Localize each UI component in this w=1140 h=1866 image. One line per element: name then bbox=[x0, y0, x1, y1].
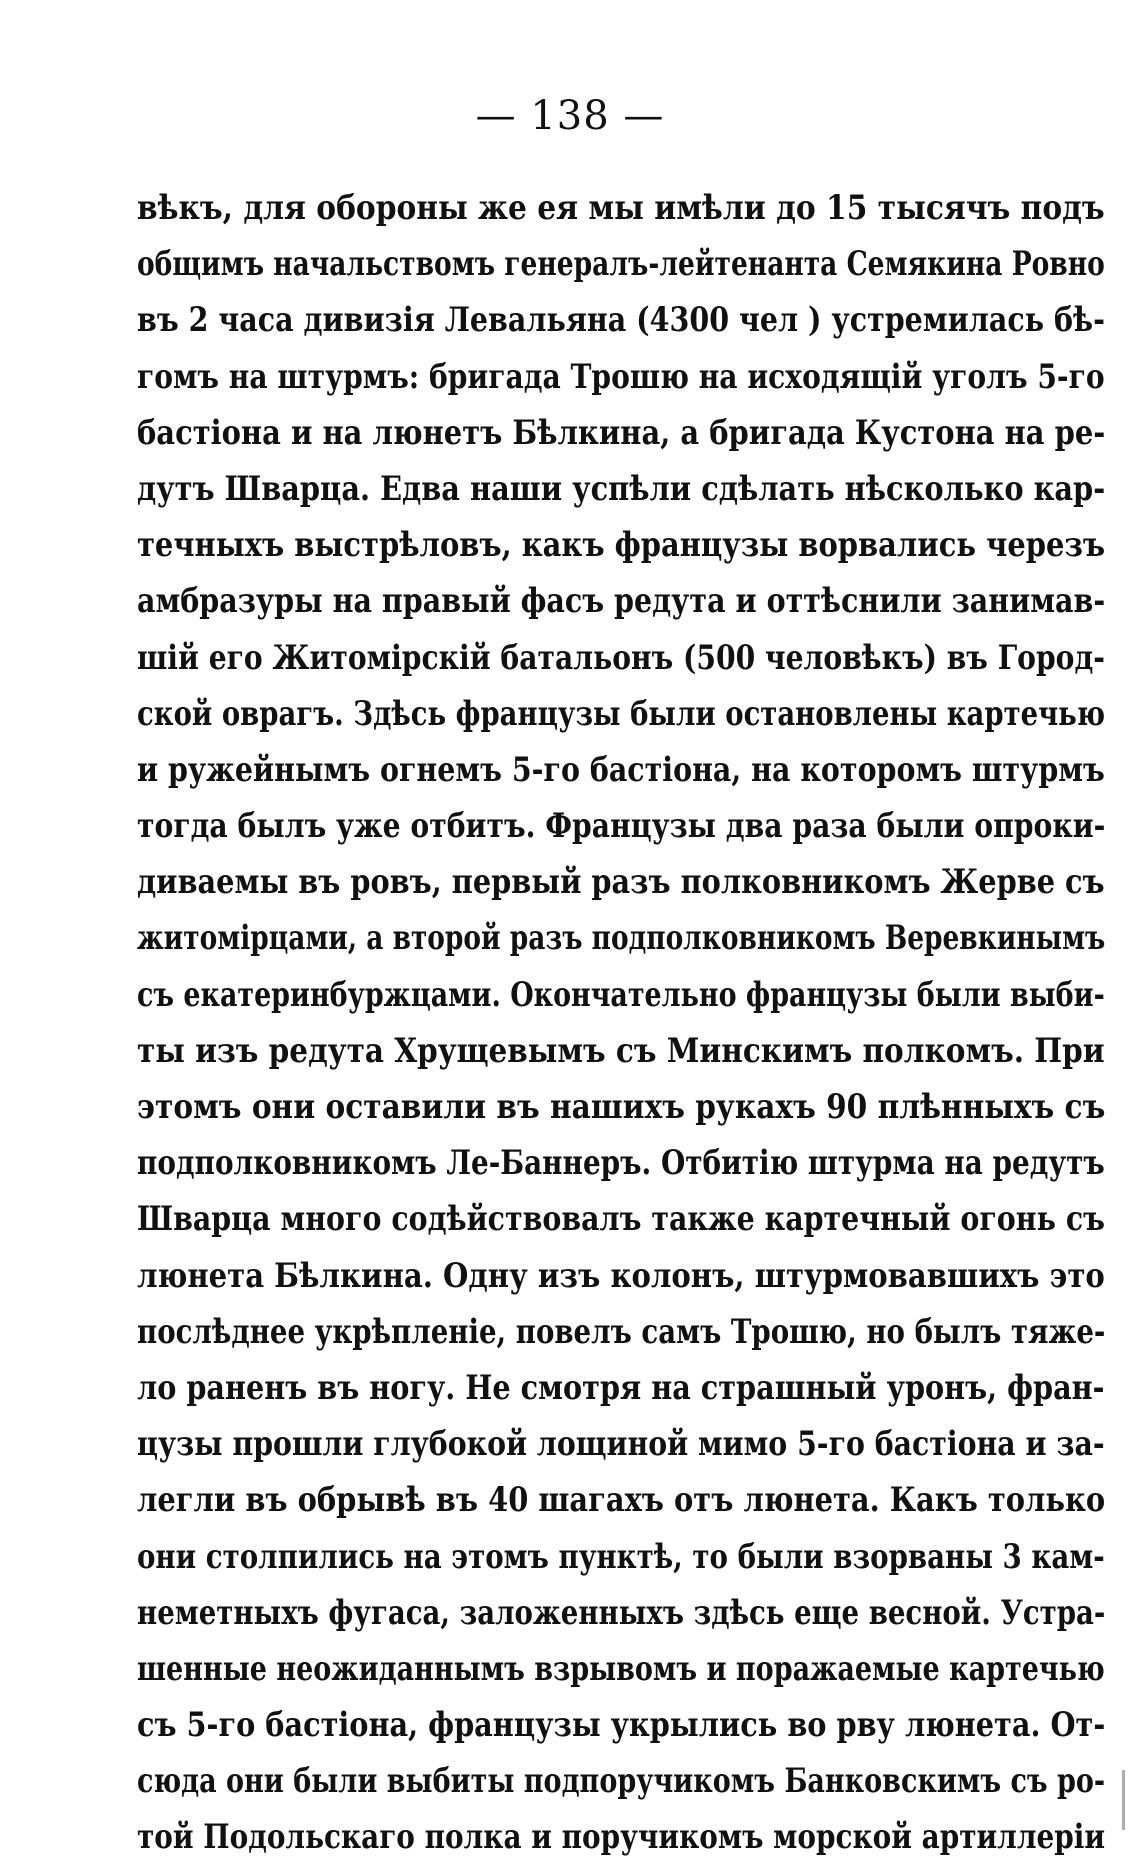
text-line: они столпились на этомъ пунктѣ, то были взорваны 3 кам- bbox=[137, 1536, 1105, 1577]
text-line: ской оврагъ. Здѣсь французы были остановлены картечью bbox=[137, 693, 1105, 734]
text-line: съ екатеринбуржцами. Окончательно французы были выби- bbox=[137, 974, 1105, 1015]
text-line: ло раненъ въ ногу. Не смотря на страшный уронъ, фран- bbox=[137, 1367, 1105, 1408]
text-line: ты изъ редута Хрущевымъ съ Минскимъ полкомъ. При bbox=[137, 1030, 1105, 1071]
text-line: дутъ Шварца. Едва наши успѣли сдѣлать нѣсколько кар- bbox=[137, 468, 1105, 509]
text-line: общимъ начальствомъ генералъ-лейтенанта Семякина Ровно bbox=[137, 244, 1105, 285]
page-number: — 138 — bbox=[475, 93, 665, 139]
body-text bbox=[137, 180, 1105, 1866]
text-line: тогда былъ уже отбитъ. Французы два раза были опроки- bbox=[137, 806, 1105, 847]
text-line: бастіона и на люнетъ Бѣлкина, а бригада Кустона на ре- bbox=[137, 412, 1105, 453]
text-line: житомірцами, а второй разъ подполковникомъ Веревкинымъ bbox=[137, 918, 1105, 959]
text-line: неметныхъ фугаса, заложенныхъ здѣсь еще весной. Устра- bbox=[137, 1592, 1105, 1633]
text-line: диваемы въ ровъ, первый разъ полковникомъ Жерве съ bbox=[137, 862, 1105, 903]
text-line: люнета Бѣлкина. Одну изъ колонъ, штурмовавшихъ это bbox=[137, 1255, 1105, 1296]
text-line: послѣднее укрѣпленіе, повелъ самъ Трошю, но былъ тяже- bbox=[137, 1311, 1105, 1352]
text-line: въ 2 часа дивизія Левальяна (4300 чел ) устремилась бѣ- bbox=[137, 300, 1105, 341]
text-line: цузы прошли глубокой лощиной мимо 5-го бастіона и за- bbox=[137, 1424, 1105, 1465]
text-line: вѣкъ, для обороны же ея мы имѣли до 15 тысячъ подъ bbox=[137, 188, 1105, 228]
text-line: и ружейнымъ огнемъ 5-го бастіона, на которомъ штурмъ bbox=[137, 749, 1105, 790]
text-line: той Подольскаго полка и поручикомъ морской артиллеріи bbox=[137, 1817, 1105, 1858]
text-line: подполковникомъ Ле-Баннеръ. Отбитію штурма на редутъ bbox=[137, 1143, 1105, 1184]
text-line: легли въ обрывѣ въ 40 шагахъ отъ люнета. Какъ только bbox=[137, 1480, 1105, 1521]
text-line: течныхъ выстрѣловъ, какъ французы ворвались черезъ bbox=[137, 525, 1105, 566]
text-line: сюда они были выбиты подпоручикомъ Банковскимъ съ ро- bbox=[137, 1761, 1105, 1802]
text-line: этомъ они оставили въ нашихъ рукахъ 90 плѣнныхъ съ bbox=[137, 1087, 1105, 1127]
text-line: гомъ на штурмъ: бригада Трошю на исходящій уголъ 5-го bbox=[137, 356, 1105, 397]
scan-margin-mark bbox=[1122, 1770, 1125, 1830]
text-line: шій его Житомірскій батальонъ (500 человѣкъ) въ Город- bbox=[137, 637, 1105, 678]
text-line: шенные неожиданнымъ взрывомъ и поражаемые картечью bbox=[137, 1648, 1105, 1689]
text-line: Шварца много содѣйствовалъ также картечный огонь съ bbox=[137, 1199, 1105, 1240]
text-line: съ 5-го бастіона, французы укрылись во рву люнета. От- bbox=[137, 1705, 1105, 1746]
text-line: амбразуры на правый фасъ редута и оттѣснили занимав- bbox=[137, 581, 1105, 622]
